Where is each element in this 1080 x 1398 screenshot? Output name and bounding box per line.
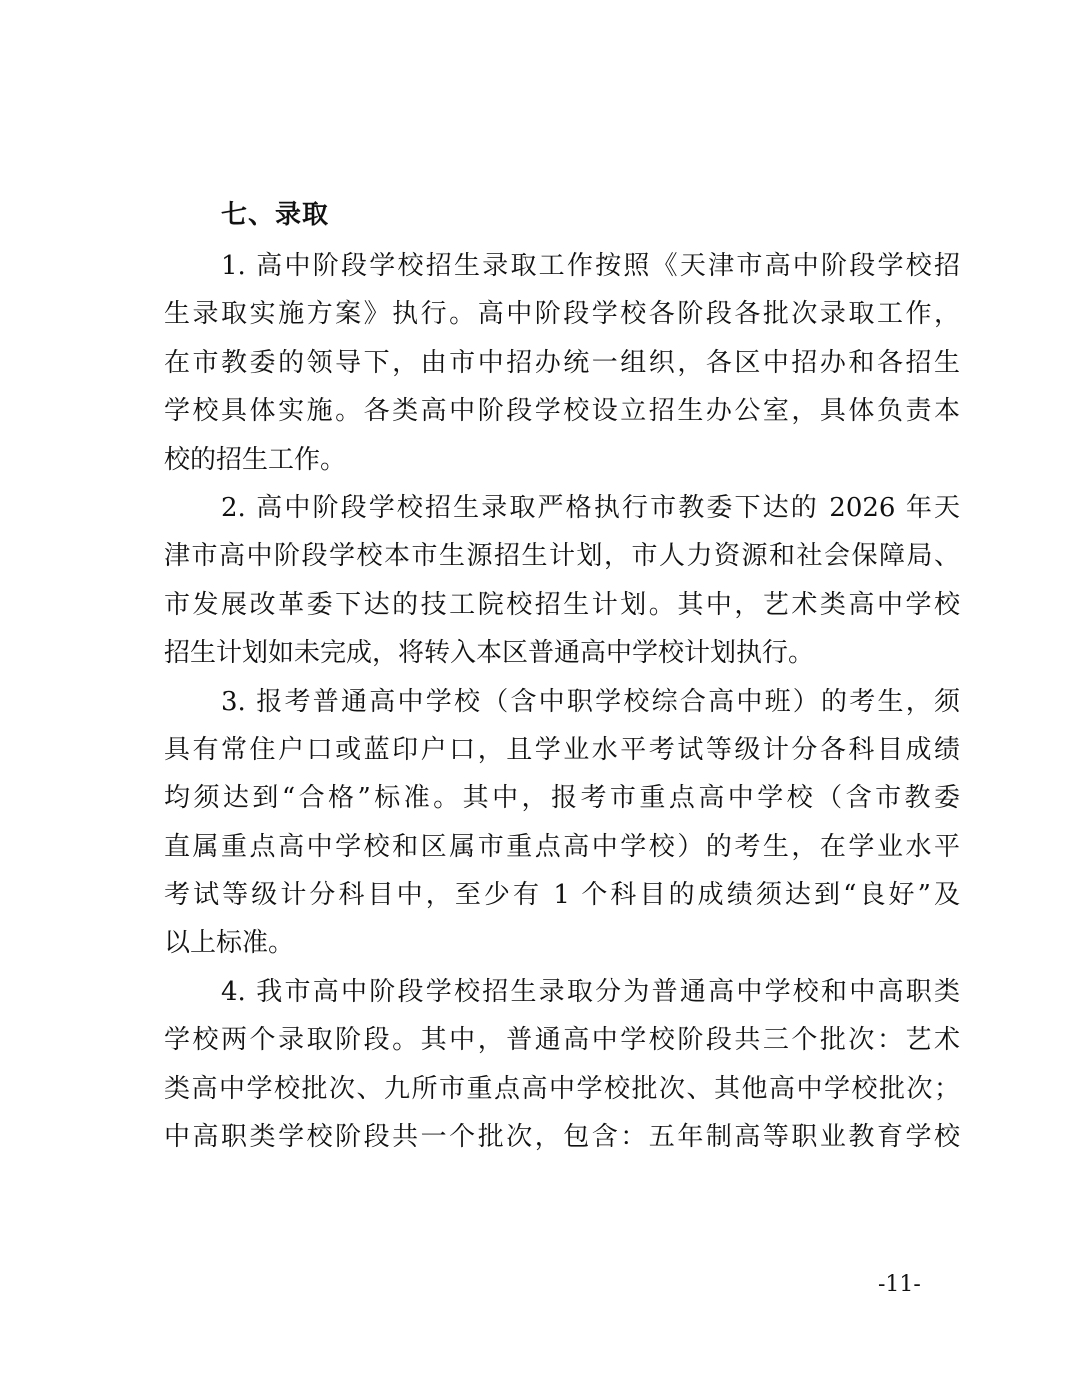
paragraph-4-line-1: 4. 我市高中阶段学校招生录取分为普通高中学校和中高职类 — [221, 976, 960, 1007]
paragraph-2-line-3: 市发展改革委下达的技工院校招生计划。其中，艺术类高中学校 — [164, 589, 960, 620]
paragraph-4-line-2: 学校两个录取阶段。其中，普通高中学校阶段共三个批次：艺术 — [164, 1025, 960, 1056]
paragraph-1-line-5: 校的招生工作。 — [164, 444, 347, 475]
paragraph-3-line-1: 3. 报考普通高中学校（含中职学校综合高中班）的考生，须 — [221, 686, 960, 717]
paragraph-4-line-4: 中高职类学校阶段共一个批次，包含：五年制高等职业教育学校 — [164, 1122, 960, 1153]
paragraph-3-line-3: 均须达到“合格”标准。其中，报考市重点高中学校（含市教委 — [164, 783, 960, 814]
page-number: -11- — [878, 1272, 921, 1297]
paragraph-4-line-3: 类高中学校批次、九所市重点高中学校批次、其他高中学校批次； — [164, 1073, 960, 1104]
paragraph-1-line-1: 1. 高中阶段学校招生录取工作按照《天津市高中阶段学校招 — [221, 251, 960, 281]
paragraph-1-line-3: 在市教委的领导下，由市中招办统一组织，各区中招办和各招生 — [164, 347, 960, 378]
paragraph-1-line-4: 学校具体实施。各类高中阶段学校设立招生办公室，具体负责本 — [164, 396, 960, 427]
paragraph-3-line-2: 具有常住户口或蓝印户口，且学业水平考试等级计分各科目成绩 — [164, 734, 960, 765]
body-text — [164, 242, 960, 1161]
section-heading: 七、录取 — [221, 200, 330, 230]
paragraph-2-line-2: 津市高中阶段学校本市生源招生计划，市人力资源和社会保障局、 — [164, 541, 960, 572]
paragraph-2-line-4: 招生计划如未完成，将转入本区普通高中学校计划执行。 — [164, 638, 815, 669]
paragraph-3-line-6: 以上标准。 — [164, 928, 295, 959]
paragraph-3-line-4: 直属重点高中学校和区属市重点高中学校）的考生，在学业水平 — [164, 831, 960, 862]
paragraph-2-line-1: 2. 高中阶段学校招生录取严格执行市教委下达的 2026 年天 — [221, 492, 960, 523]
paragraph-1-line-2: 生录取实施方案》执行。高中阶段学校各阶段各批次录取工作， — [164, 299, 960, 330]
paragraph-3-line-5: 考试等级计分科目中，至少有 1 个科目的成绩须达到“良好”及 — [164, 880, 960, 911]
